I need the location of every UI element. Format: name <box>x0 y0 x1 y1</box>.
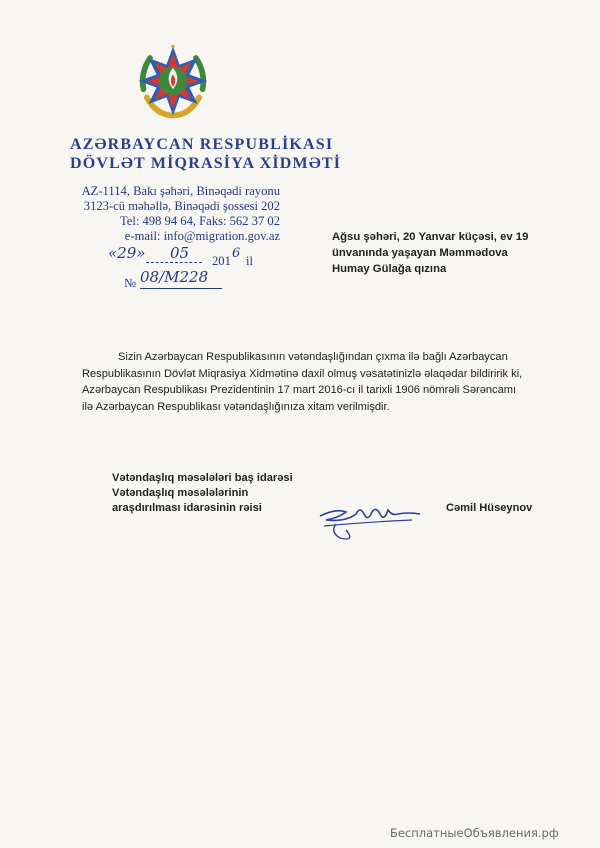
signatory-title: Vətəndaşlıq məsələlərinin <box>112 487 249 499</box>
phone-fax-line: Tel: 498 94 64, Faks: 562 37 02 <box>119 214 280 228</box>
organization-name-line1: AZƏRBAYCAN RESPUBLİKASI <box>70 136 334 153</box>
date-month: 05 <box>170 244 190 262</box>
signatory-title: Vətəndaşlıq məsələləri baş idarəsi <box>112 472 293 484</box>
date-year-prefix: 201 <box>212 254 231 268</box>
signatory-name: Cəmil Hüseynov <box>446 502 533 514</box>
date-day: «29» <box>108 244 146 262</box>
email-line: e-mail: info@migration.gov.az <box>124 229 280 243</box>
recipient-line: Humay Gülağa qızına <box>332 263 447 275</box>
number-sign: № <box>124 276 137 290</box>
azerbaijan-coat-of-arms-icon <box>132 38 214 124</box>
date-year-suffix: 6 <box>232 246 241 261</box>
watermark: БесплатныеОбъявления.рф <box>390 826 559 840</box>
document-number: 08/M228 <box>140 268 209 286</box>
recipient-line: Ağsu şəhəri, 20 Yanvar küçəsi, ev 19 <box>332 231 529 243</box>
date-year-unit: il <box>246 254 253 268</box>
address-line: 3123-cü məhəllə, Binəqədi şossesi 202 <box>83 199 280 213</box>
letter-body <box>82 349 528 415</box>
organization-name-line2: DÖVLƏT MİQRASİYA XİDMƏTİ <box>70 155 342 172</box>
handwritten-signature <box>316 496 430 546</box>
recipient-line: ünvanında yaşayan Məmmədova <box>332 247 508 259</box>
letter-body-text: Sizin Azərbaycan Respublikasının vətəndaşlığından çıxma ilə bağlı Azərbaycan Respublikasının Dövlət Miqrasiya Xidmətinə daxil olmuş vəsatətinizlə əlaqədar bildiririk ki, Azərbaycan Respublikası Prezidentinin 17 mart 2016-cı il tarixli 1906 nömrəli Sərəncamı ilə Azərbaycan Respublikası vətəndaşlığınıza xitam verilmişdir. <box>82 351 523 413</box>
address-line: AZ-1114, Bakı şəhəri, Binəqədi rayonu <box>81 184 280 198</box>
signatory-title: araşdırılması idarəsinin rəisi <box>112 502 262 514</box>
